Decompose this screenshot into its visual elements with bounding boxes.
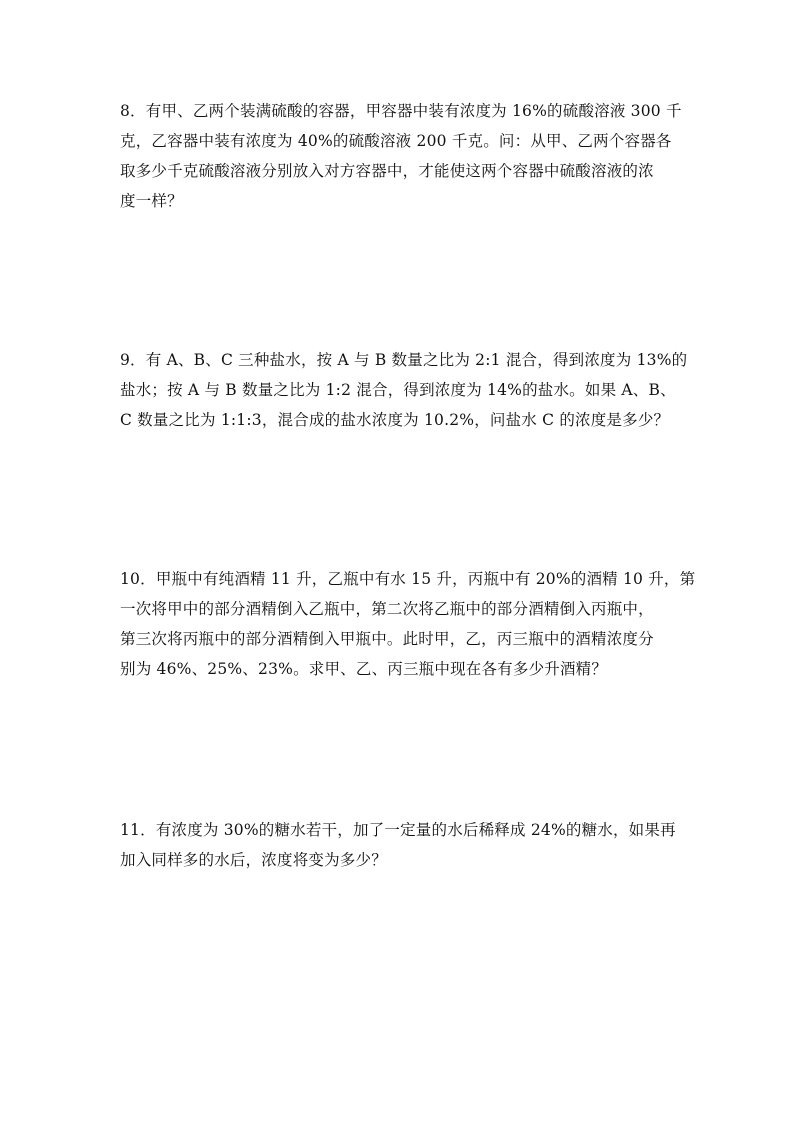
problem-line: 度一样？ (120, 192, 183, 210)
problem-line: 取多少千克硫酸溶液分别放入对方容器中，才能使这两个容器中硫酸溶液的浓 (120, 162, 654, 180)
problem-line: 克，乙容器中装有浓度为 40%的硫酸溶液 200 千克。问：从甲、乙两个容器各 (120, 132, 672, 150)
problem-line: 第三次将丙瓶中的部分酒精倒入甲瓶中。此时甲，乙，丙三瓶中的酒精浓度分 (120, 630, 654, 648)
problem-9 (120, 345, 688, 435)
problem-10 (120, 564, 696, 684)
problem-line: 11．有浓度为 30%的糖水若干，加了一定量的水后稀释成 24%的糖水，如果再 (120, 821, 676, 839)
problem-line: 9．有 A、B、C 三种盐水，按 A 与 B 数量之比为 2:1 混合，得到浓度为 13%的 (120, 351, 688, 369)
problem-line: 盐水；按 A 与 B 数量之比为 1:2 混合，得到浓度为 14%的盐水。如果 A、B、 (120, 381, 676, 399)
problem-8 (120, 96, 682, 216)
problem-line: 8．有甲、乙两个装满硫酸的容器，甲容器中装有浓度为 16%的硫酸溶液 300 千 (120, 102, 682, 120)
problem-11 (120, 815, 676, 875)
problem-line: C 数量之比为 1:1:3，混合成的盐水浓度为 10.2%，问盐水 C 的浓度是多少？ (120, 411, 670, 429)
problem-line: 加入同样多的水后，浓度将变为多少？ (120, 851, 387, 869)
problem-line: 10．甲瓶中有纯酒精 11 升，乙瓶中有水 15 升，丙瓶中有 20%的酒精 10 升，第 (120, 570, 696, 588)
problem-line: 别为 46%、25%、23%。求甲、乙、丙三瓶中现在各有多少升酒精？ (120, 660, 608, 678)
problem-line: 一次将甲中的部分酒精倒入乙瓶中，第二次将乙瓶中的部分酒精倒入丙瓶中， (120, 600, 654, 618)
